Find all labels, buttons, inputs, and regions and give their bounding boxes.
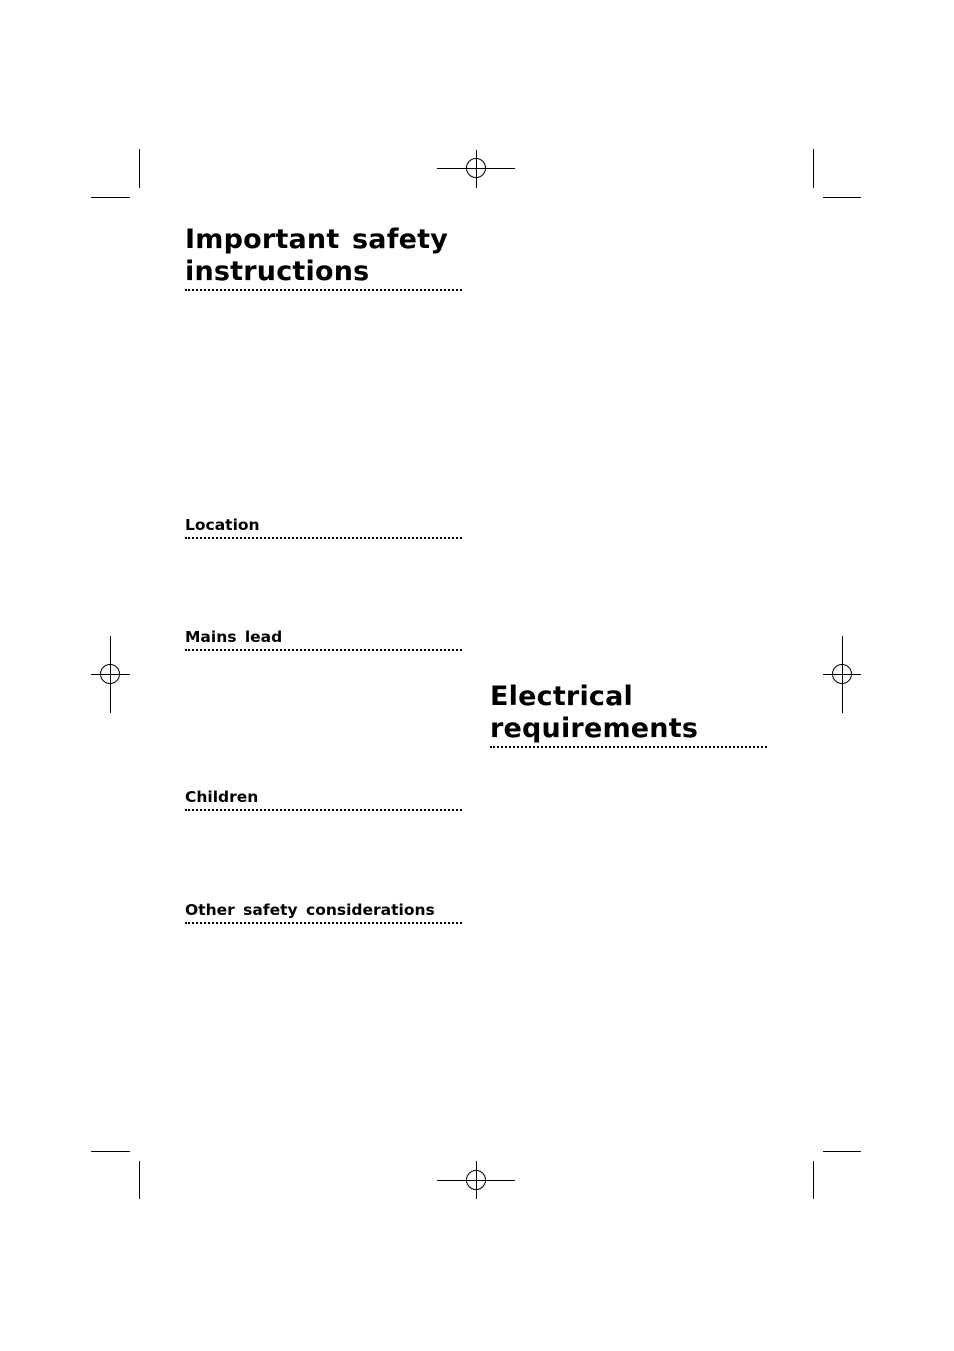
- crop-mark-top-right-vertical: [813, 149, 814, 188]
- registration-bottom-circle: [466, 1170, 486, 1190]
- heading-line-1: Important safety: [185, 224, 449, 255]
- crop-mark-top-left-horizontal: [91, 197, 130, 198]
- crop-mark-bottom-right-vertical: [813, 1161, 814, 1199]
- safety-instructions-heading: [185, 224, 448, 288]
- heading-dotted-rule: [185, 289, 462, 291]
- crop-mark-top-left-vertical: [139, 149, 140, 188]
- mains-lead-heading: Mains lead: [185, 628, 283, 646]
- heading-line-2: instructions: [185, 256, 370, 287]
- electrical-heading-line-2: requirements: [490, 713, 699, 744]
- other-safety-dotted-rule: [185, 922, 462, 924]
- registration-left-circle: [100, 664, 120, 684]
- other-safety-heading: Other safety considerations: [185, 901, 435, 919]
- mains-lead-dotted-rule: [185, 649, 462, 651]
- crop-mark-bottom-left-horizontal: [91, 1151, 130, 1152]
- crop-mark-bottom-right-horizontal: [823, 1151, 861, 1152]
- location-heading: Location: [185, 516, 260, 534]
- crop-mark-bottom-left-vertical: [139, 1161, 140, 1199]
- registration-top-circle: [466, 158, 486, 178]
- children-dotted-rule: [185, 809, 462, 811]
- electrical-requirements-heading: [490, 681, 698, 745]
- registration-right-circle: [832, 664, 852, 684]
- electrical-heading-line-1: Electrical: [490, 681, 633, 712]
- location-dotted-rule: [185, 537, 462, 539]
- children-heading: Children: [185, 788, 259, 806]
- crop-mark-top-right-horizontal: [823, 197, 861, 198]
- electrical-dotted-rule: [490, 746, 767, 748]
